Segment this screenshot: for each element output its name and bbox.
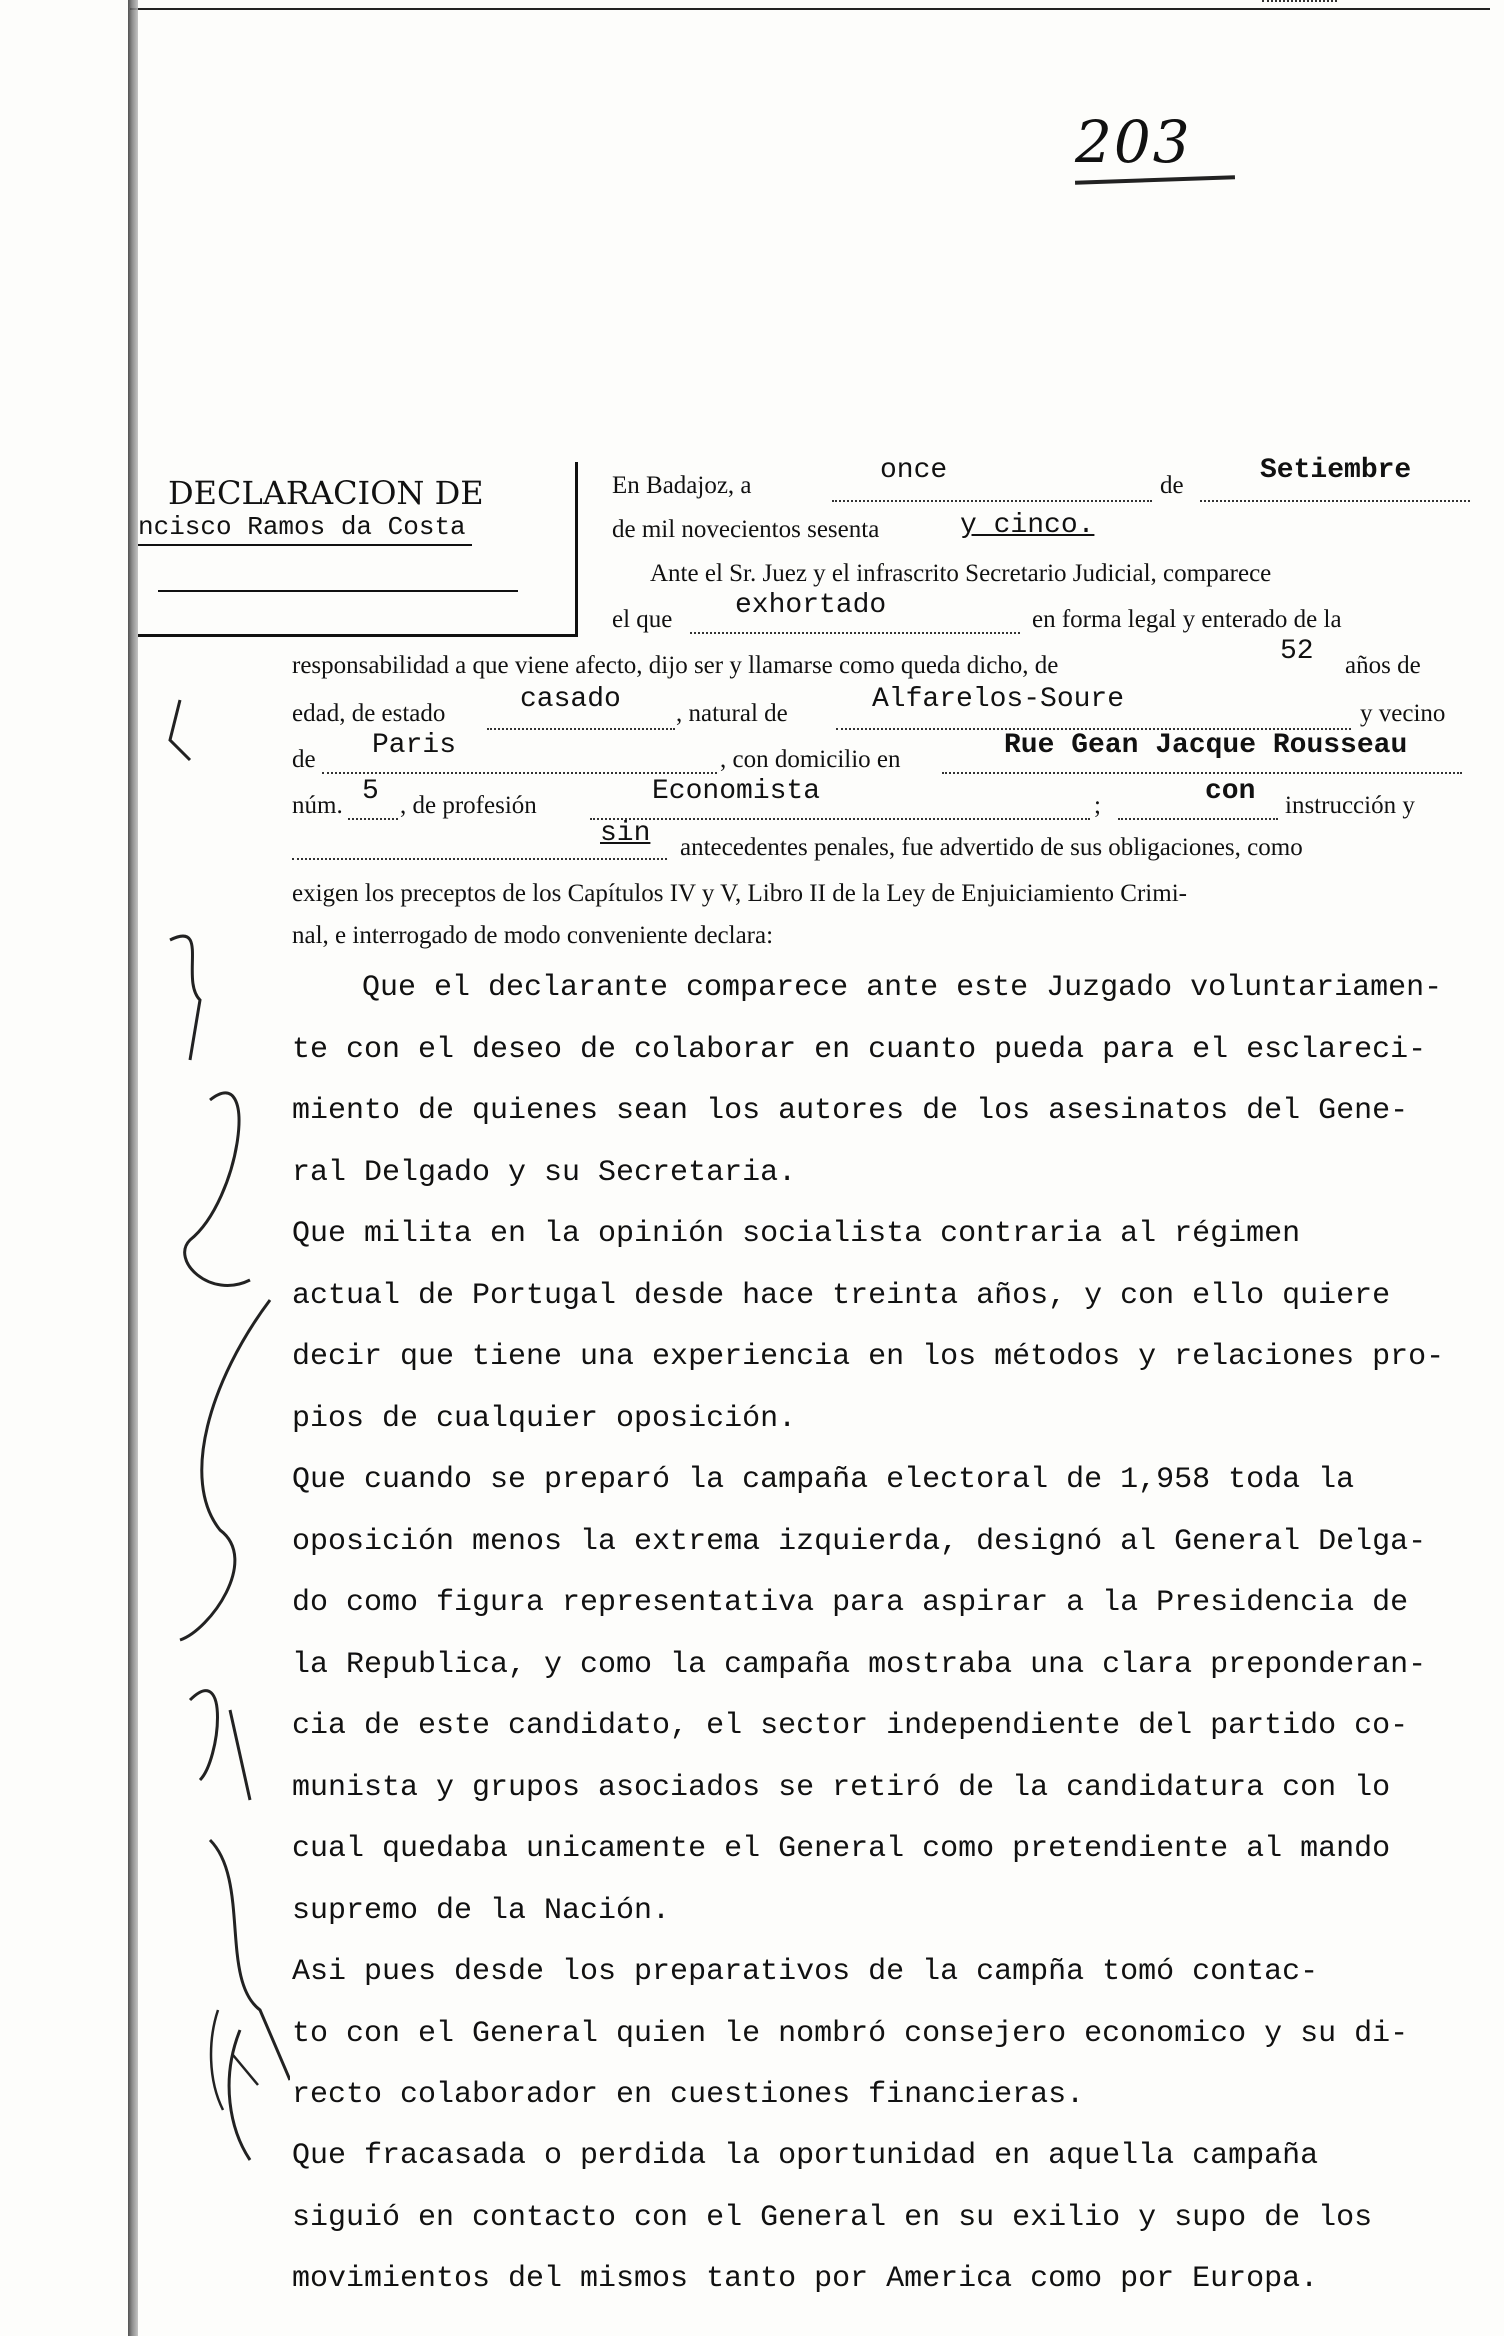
num-blank <box>348 818 398 820</box>
paragraph-2: Que milita en la opinión socialista contraria al régimen actual de Portugal desde hace treinta años, y con ello quiere decir que tiene una experiencia en los métodos y relaciones pro- pios de cualquier oposición. <box>292 1217 1445 1436</box>
domicilio-blank <box>942 772 1462 774</box>
folio-number: 203 <box>1075 108 1192 176</box>
de-vecino-label: de <box>292 746 316 773</box>
place-prefix: En Badajoz, a <box>612 472 752 499</box>
vecino-blank <box>322 772 717 774</box>
preceptos-text: exigen los preceptos de los Capítulos IV y V, Libro II de la Ley de Enjuiciamiento Crimi- <box>292 880 1187 907</box>
age-blank <box>1262 0 1337 2</box>
responsibility-text: responsabilidad a que viene afecto, dijo ser y llamarse como queda dicho, de <box>292 652 1059 679</box>
month-value: Setiembre <box>1260 455 1412 486</box>
semicolon: ; <box>1094 792 1101 819</box>
natural-value: Alfarelos-Soure <box>872 684 1125 715</box>
antecedentes-blank <box>292 858 667 860</box>
paragraph-3: Que cuando se preparó la campaña electoral de 1,958 toda la oposición menos la extrema izquierda, designó al General Delga- do como figura representativa para aspirar a la Presidencia de la Republica, y como la campaña mostraba una clara preponderan- cia de este candidato, el sector independiente del partido co- munista y grupos asociados se retiró de la candidatura con lo cual quedaba unicamente el General como pretendiente al mando supremo de la Nación. <box>292 1463 1427 1928</box>
declarant-name: ncisco Ramos da Costa <box>138 512 472 546</box>
num-label: núm. <box>292 792 343 819</box>
el-que-label: el que <box>612 606 673 633</box>
age-value: 52 <box>1280 636 1314 667</box>
paragraph-1: Que el declarante comparece ante este Juzgado voluntariamen- te con el deseo de colaborar en cuanto pueda para el esclareci- miento de quienes sean los autores de los asesinatos del Gene- ral Delgado y su Secretaria. <box>292 971 1443 1190</box>
instruccion-blank <box>1118 818 1278 820</box>
instruccion-label: instrucción y <box>1285 792 1415 819</box>
appearance-line: Ante el Sr. Juez y el infrascrito Secretario Judicial, comparece <box>650 560 1272 587</box>
profesion-blank <box>590 818 1090 820</box>
edad-estado-label: edad, de estado <box>292 700 446 727</box>
domicilio-label: , con domicilio en <box>720 746 901 773</box>
year-value: y cinco. <box>960 510 1095 541</box>
declaration-header-box <box>138 462 578 637</box>
folio-underline <box>1075 175 1235 185</box>
num-value: 5 <box>362 776 379 807</box>
vecino-value: Paris <box>372 730 457 761</box>
estado-value: casado <box>520 684 621 715</box>
de-label: de <box>1160 472 1184 499</box>
day-blank <box>832 500 1152 502</box>
instruccion-value: con <box>1205 776 1256 807</box>
paragraph-5: Que fracasada o perdida la oportunidad en aquella campaña siguió en contacto con el General en su exilio y supo de los movimientos del mismos tanto por America como por Europa. <box>292 2139 1373 2296</box>
binding-edge <box>128 0 138 2336</box>
profesion-label: , de profesión <box>400 792 537 819</box>
header-blank-line <box>158 590 518 592</box>
day-value: once <box>880 455 948 486</box>
domicilio-value: Rue Gean Jacque Rousseau <box>1004 730 1408 761</box>
role-blank <box>690 632 1020 634</box>
legal-form-text: en forma legal y enterado de la <box>1032 606 1342 633</box>
penales-text: antecedentes penales, fue advertido de sus obligaciones, como <box>680 834 1303 861</box>
antecedentes-value: sin <box>600 818 651 849</box>
estado-blank <box>487 728 675 730</box>
vecino-label: y vecino <box>1360 700 1446 727</box>
margin-bracket-mark <box>208 2000 268 2120</box>
year-prefix: de mil novecientos sesenta <box>612 516 880 543</box>
margin-signature <box>150 680 290 2180</box>
interrogado-text: nal, e interrogado de modo conveniente declara: <box>292 922 774 949</box>
anos-label: años de <box>1345 652 1421 679</box>
month-blank <box>1200 500 1470 502</box>
natural-label: , natural de <box>676 700 788 727</box>
paragraph-4: Asi pues desde los preparativos de la campña tomó contac- to con el General quien le nombró consejero economico y su di- recto colaborador en cuestiones financieras. <box>292 1955 1409 2112</box>
declaration-title: DECLARACION DE <box>168 474 484 512</box>
profesion-value: Economista <box>652 776 821 807</box>
role-value: exhortado <box>735 590 887 621</box>
top-rule <box>130 8 1490 10</box>
